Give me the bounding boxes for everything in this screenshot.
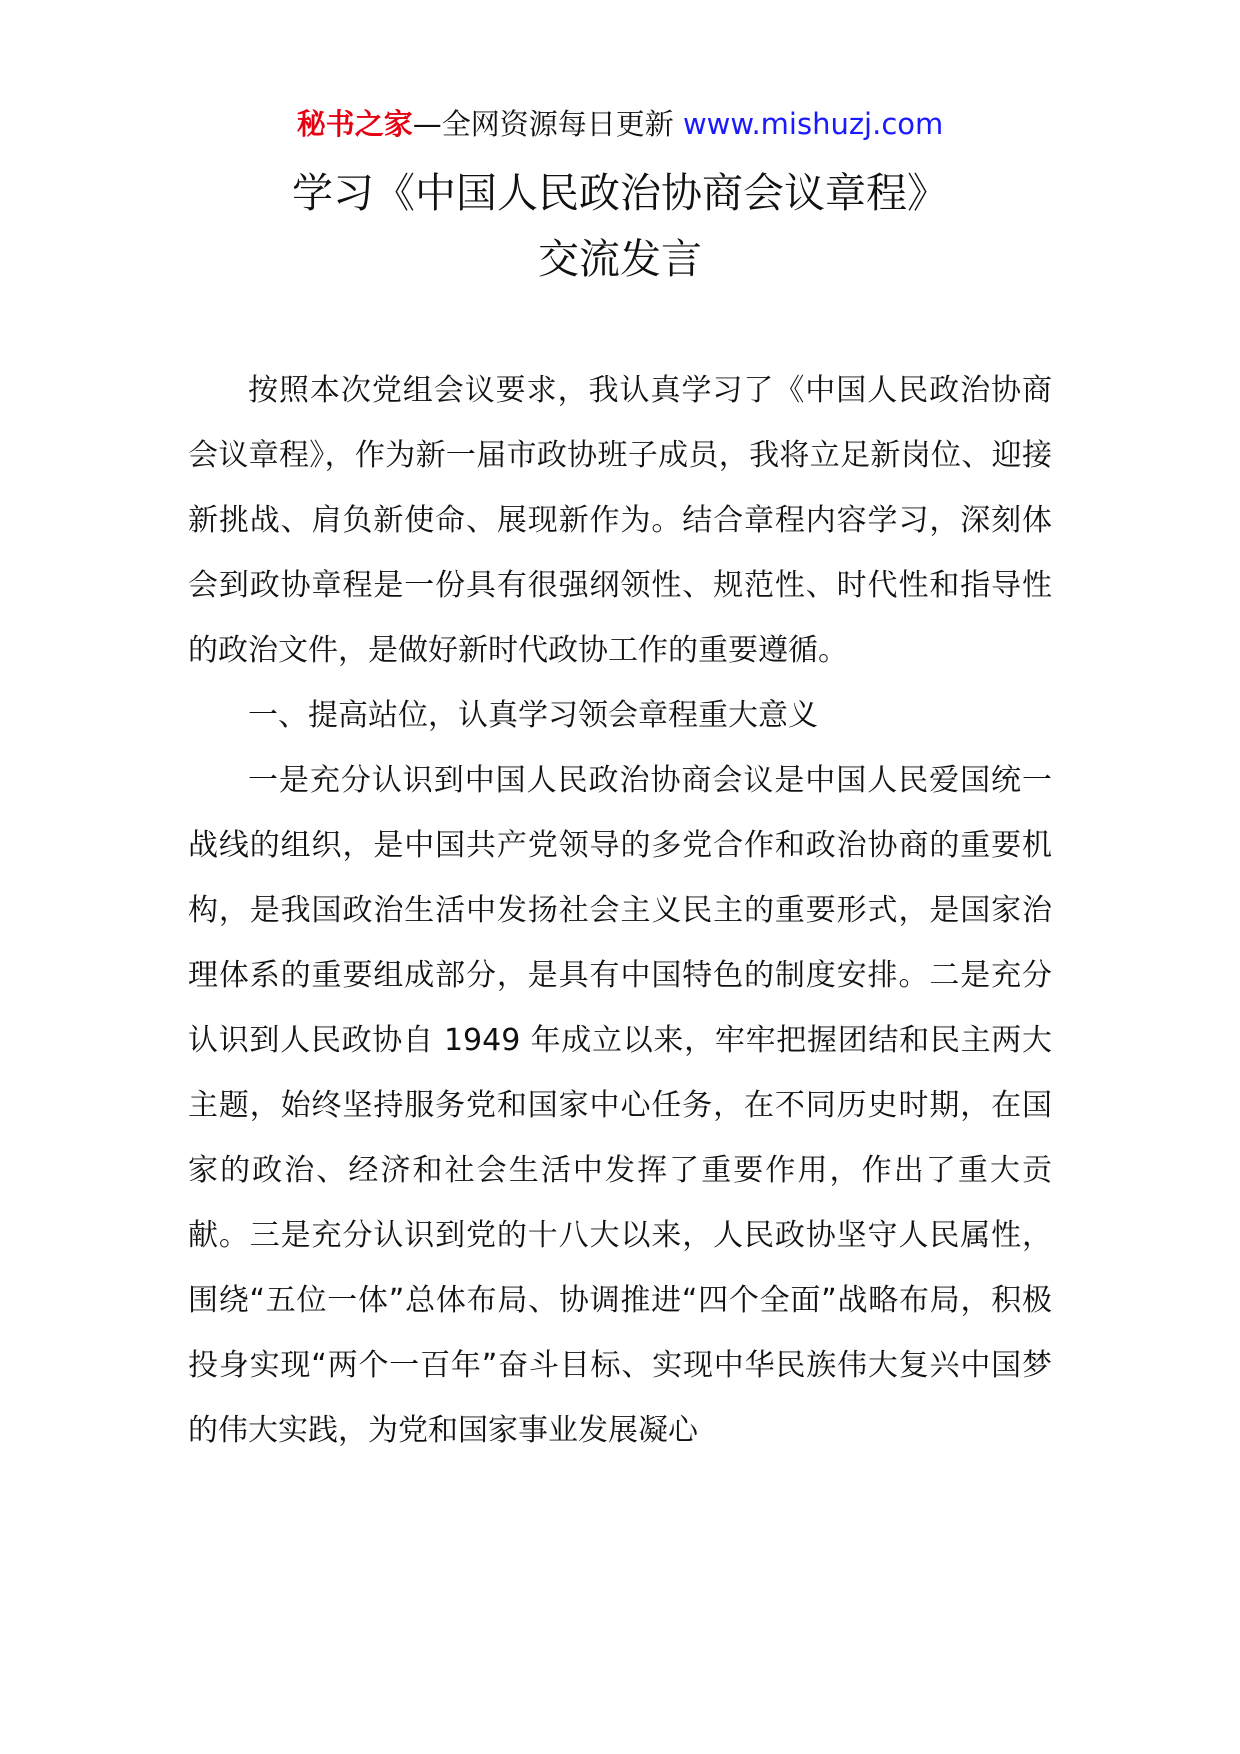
document-title-line-2: 交流发言 xyxy=(538,235,702,283)
watermark-url[interactable]: www.mishuzj.com xyxy=(682,107,944,141)
watermark-banner xyxy=(0,104,1240,144)
paragraph-intro: 按照本次党组会议要求，我认真学习了《中国人民政治协商会议章程》，作为新一届市政协班子成员，我将立足新岗位、迎接新挑战、肩负新使命、展现新作为。结合章程内容学习，深刻体会到政协章程是一份具有很强纲领性、规范性、时代性和指导性的政治文件，是做好新时代政协工作的重要遵循。 xyxy=(188,373,1052,668)
section-heading-1: 一、提高站位，认真学习领会章程重大意义 xyxy=(248,698,818,733)
document-body xyxy=(188,358,1052,1463)
watermark-brand: 秘书之家 xyxy=(296,107,413,141)
watermark-tagline: —全网资源每日更新 xyxy=(412,107,674,141)
document-title-line-1: 学习《中国人民政治协商会议章程》 xyxy=(292,169,948,217)
paragraph-section-1: 一是充分认识到中国人民政治协商会议是中国人民爱国统一战线的组织，是中国共产党领导的多党合作和政治协商的重要机构，是我国政治生活中发扬社会主义民主的重要形式，是国家治理体系的重要组成部分，是具有中国特色的制度安排。二是充分认识到人民政协自 1949 年成立以来，牢牢把握团结和民主两大主题，始终坚持服务党和国家中心任务，在不同历史时期，在国家的政治、经济和社会生活中发挥了重要作用，作出了重大贡献。三是充分认识到党的十八大以来，人民政协坚守人民属性，围绕“五位一体”总体布局、协调推进“四个全面”战略布局，积极投身实现“两个一百年”奋斗目标、实现中华民族伟大复兴中国梦的伟大实践，为党和国家事业发展凝心 xyxy=(188,763,1052,1448)
